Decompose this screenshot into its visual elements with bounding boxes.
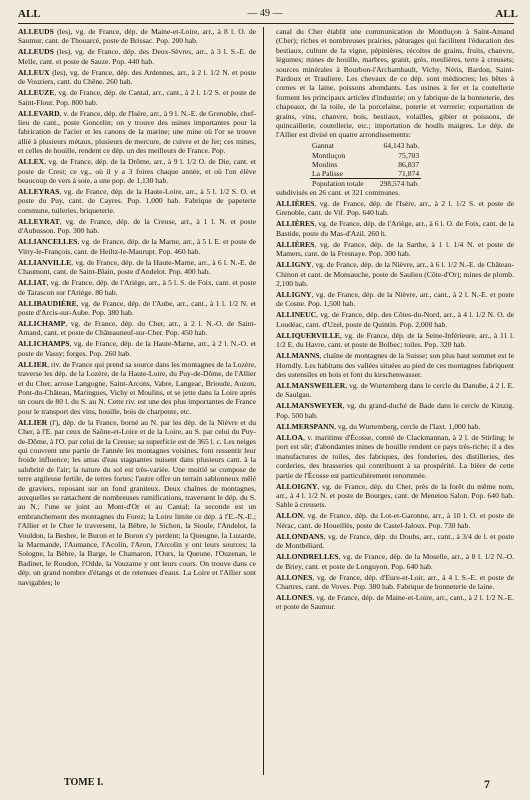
entry-text: subdivisés en 26 cant. et 321 communes. <box>276 188 401 198</box>
running-head-right: ALL <box>495 8 518 20</box>
entry-text: , vg. de France, dép. de la Nièvre, arr., cant., à 2 l. N.-E. et poste de Cosne. Pop. 1,500 hab. <box>276 290 514 309</box>
entry-text: , vg. du Wurtemberg, cercle de l'Iaxt. 1,000 hab. <box>334 421 481 431</box>
entry-headword: ALLIER <box>18 417 48 427</box>
dictionary-entry <box>18 299 256 318</box>
arrondissement-population: 86,837 <box>398 159 420 169</box>
entry-headword: ALLONDANS <box>276 531 324 541</box>
entry-text: , vg. de France, dép. de Cantal, arr., cant., à 2 l. 1/2 S. et poste de Saint-Flour. Pop. 800 hab. <box>18 88 256 107</box>
dictionary-entry <box>18 258 256 277</box>
population-row <box>310 169 421 179</box>
right-column <box>276 27 514 613</box>
entry-text: canal du Cher établit une communication de Montluçon à Saint-Amand (Cher); riches et nombreuses prairies, pâturages qui facilitent l'éducation des bestiaux, culture de la vigne, pépinières, récoltes de grains, fruits, chanvre, légumes; mines de houille, marbres, granit, grès, meulières, terre à creusets; sources minérales à Bourbon-l'Archambault, Vichy, Néris, Bardon, Saint-Pardoux et Trauliere. Les chevaux de ce dép. sont médiocres; les bêtes à cornes et la laine, poissons abondants. Les usines à fer et la coutellerie forment les principaux articles d'industrie; on y fabrique de la bonneterie, des chapeaux, de la toile, de la porcelaine, poterie et verrerie; exportation de grains, vins, chanvre, bois, bestiaux, volailles, gibier et poissons, de quincaillerie, coutellerie, etc.; importation de houlls maigres. Le dép. de l'Allier est divisé en quatre arrondissements: <box>276 27 514 140</box>
entry-text: , vg. de France, dép. de la Moselle, arr., à 8 l. 1/2 N.-O. de Briey, cant. et poste de Longuyon. Pop. 640 hab. <box>276 552 514 571</box>
population-row <box>310 160 421 169</box>
entry-headword: ALLIAT <box>18 278 47 288</box>
entry-headword: ALLIÈRES <box>276 199 315 209</box>
dictionary-entry <box>18 339 256 358</box>
column-divider <box>263 27 264 775</box>
entry-headword: ALLONES <box>276 592 313 602</box>
dictionary-entry <box>276 593 514 612</box>
entry-text: , riv. de France qui prend sa source dans les montagnes de la Lozère, traverse les dép. de la Lozère, de la Haute-Loire, du Puy-de-Dôme, de l'Allier et du Cher, arrose Langogne, Saint-Arcons, Vabre, Langeac, Brioude, Auzon, Pont-du-Château, Maringues, Vichy et Moulins, et se jette dans la Loire après un cours de 80 l. du S. au N. Cette riv. est une des plus importantes de France pour le transport des vins, houille, bois de charpente, etc. <box>18 359 256 416</box>
page-number: — 49 — <box>247 8 283 19</box>
running-head-left: ALL <box>18 8 41 20</box>
entry-text: , vg. de France, dép. de l'Ariège, arr., à 5 l. S. de Foix, cant. et poste de Tarascon sur l'Ariège. 80 hab. <box>18 278 256 297</box>
entry-text: , vg. du grand-duché de Bade dans le cercle de Kinzig. Pop. 500 hab. <box>276 401 514 420</box>
dictionary-entry <box>276 351 514 379</box>
entry-headword: ALLIGNY <box>276 290 312 300</box>
dictionary-entry <box>18 27 256 46</box>
entry-headword: ALLONES <box>276 572 313 582</box>
population-row <box>310 151 421 160</box>
entry-headword: ALLEUX <box>18 67 50 77</box>
dictionary-entry <box>276 573 514 592</box>
entry-headword: ALLIANVILLE <box>18 257 72 267</box>
entry-text: , vg. de France, dép. de la Haute-Marne, arr., à 6 l. N.-E. de Chaumont, cant. de Saint-Blain, poste d'Andelot. Pop. 400 hab. <box>18 257 256 277</box>
entry-text: , chaîne de montagnes de la Suisse; son plus haut sommet est le Horndly. Les habitans des vallées situées au pied de ces montagnes fabriquent des ustensiles en bois et font du kirschenwasser. <box>276 351 514 380</box>
dictionary-entry <box>18 418 256 587</box>
dictionary-entry <box>276 482 514 510</box>
entry-text: , vg. de France, dép. du Doubs, arr., cant., à 3/4 de l. et poste de Montbéliard. <box>276 531 514 551</box>
entry-headword: ALLMANSWEYER <box>276 401 343 411</box>
dictionary-entry <box>276 240 514 259</box>
population-table <box>310 141 421 188</box>
entry-headword: ALLIBAUDIÈRE <box>18 298 77 308</box>
dictionary-entry <box>18 237 256 256</box>
dictionary-entry <box>276 290 514 309</box>
arrondissement-name: Montluçon <box>312 150 346 160</box>
entry-headword: ALLON <box>276 511 304 521</box>
entry-text: (les), vg. de France, dép. des Deux-Sèvres, arr., à 3 l. S.-E. de Melle, cant. et poste de Sauze. Pop. 440 hab. <box>18 47 256 66</box>
entry-headword: ALLEX <box>18 157 45 167</box>
arrondissement-population: 71,874 <box>398 168 420 178</box>
entry-headword: ALLICHAMP <box>18 318 66 328</box>
entry-headword: ALLEUDS <box>18 47 54 57</box>
entry-headword: ALLOIGNY <box>276 481 318 491</box>
dictionary-entry <box>276 552 514 571</box>
entry-text: (les), vg. de France, dép. de Maine-et-Loire, arr., à 8 l. O. de Saumur, cant. de Thouarcé, poste de Brissac. Pop. 200 hab. <box>18 27 256 46</box>
entry-text: , vg. de France, dép. du Cher, arr., à 2 l. N.-O. de Saint-Amand, cant. et poste de Châteauneuf-sur-Cher. Pop. 450 hab. <box>18 318 256 338</box>
entry-headword: ALLMERSPANN <box>276 421 335 431</box>
entry-headword: ALLMANSWEILER <box>276 381 346 391</box>
entry-headword: ALLONDRELLES <box>276 552 339 562</box>
population-total-value: 298,574 hab. <box>366 178 421 188</box>
dictionary-entry <box>276 310 514 329</box>
entry-text: , vg. de France, dép. d'Eure-et-Loir, arr., à 4 l. S.-E. et poste de Chartres, cant. de Voves. Pop. 380 hab. Fabrique de bonneterie de laine. <box>276 572 514 591</box>
entry-headword: ALLEYRAT <box>18 216 60 226</box>
entry-headword: ALLEUZE <box>18 88 55 98</box>
entry-text: , v. maritime d'Écosse, comté de Clackmannan, à 2 l. de Stirling; le port est sûr; d'abondantes mines de houille rendent ce pays très-riche; il a des manufactures de toiles, des fabriques, des fonderies, des distilleries, des corderies, des brasseries qui contribuent à sa prospérité. La bière de cette partie de l'Écosse est particulièrement renommée. <box>276 432 514 480</box>
population-total-row <box>310 178 421 188</box>
dictionary-entry <box>276 401 514 420</box>
dictionary-entry <box>276 422 514 431</box>
entry-headword: ALLIÈRES <box>276 239 315 249</box>
entry-text: , vg. de Wurtemberg dans le cercle du Danube, à 2 l. E. de Saulgau. <box>276 381 514 400</box>
dictionary-entry <box>276 219 514 238</box>
dictionary-entry <box>18 360 256 416</box>
entry-headword: ALLOA <box>276 432 304 442</box>
entry-text: , v. de France, dép. de l'Isère, arr., à 9 l. N.-E. de Grenoble, chef-lieu de cant., poste Goncelin; on y trouve des usines importantes pour la fabrication de l'acier et les canons de la marine; une mine où l'or se trouve allié à plusieurs métaux, plusieurs de mercure, de cuivre et de fer; ces mines, et celles de houille, rendent ce dép. un des meilleurs de France. Pop. <box>18 108 256 156</box>
dictionary-entry <box>276 188 514 197</box>
dictionary-entry <box>276 199 514 218</box>
dictionary-entry <box>276 260 514 288</box>
entry-text: , vg. de France, dép. de l'Aube, arr., cant., à 1 l. 1/2 N. et poste d'Arcis-sur-Aube. Pop. 380 hab. <box>18 298 256 317</box>
entry-headword: ALLEUDS <box>18 27 54 36</box>
dictionary-entry <box>276 381 514 400</box>
dictionary-entry <box>18 109 256 156</box>
arrondissement-name: La Palisse <box>312 168 344 178</box>
entry-headword: ALLIGNY <box>276 260 312 270</box>
entry-text: , vg. de France, dép. de la Haute-Marne, arr., à 2 l. N.-O. et poste de Vassy; forges. Pop. 260 hab. <box>18 339 256 358</box>
header-rule <box>18 23 514 24</box>
entry-text: , vg. de France, dép. de la Nièvre, arr., à 6 l. 1/2 N.-E. de Château-Chinon et cant. de Monsauche, poste de Saulieu (Côte-d'Or); mines de plomb. 2,100 hab. <box>276 260 514 289</box>
dictionary-entry <box>18 278 256 297</box>
population-row <box>310 141 421 150</box>
entry-text: , vg. de France, dép. de la Sarthe, à 1 l. 1/4 N. et poste de Mamers, cant. de la Fresnaye. Pop. 300 hab. <box>276 239 514 259</box>
dictionary-entry <box>18 217 256 236</box>
arrondissement-name: Gannat <box>312 141 334 151</box>
dictionary-entry <box>276 433 514 480</box>
dictionary-entry <box>276 532 514 551</box>
dictionary-entry <box>18 187 256 215</box>
entry-text: , vg. de France, dép. de l'Isère, arr., à 2 l. 1/2 S. et poste de Grenoble, cant. de Vif. Pop. 640 hab. <box>276 199 514 218</box>
arrondissement-population: 75,703 <box>398 150 420 160</box>
entry-headword: ALLINEUC <box>276 310 317 320</box>
entry-headword: ALLEYRAS <box>18 187 60 197</box>
dictionary-entry <box>18 319 256 338</box>
entry-text: , vg. de France, dép. de la Marne, arr., à 5 l. E. et poste de Vitry-le-François, cant. de Heiltz-le-Maurupt. Pop. 460 hab. <box>18 237 256 256</box>
entry-text: (l'), dép. de la France, borné au N. par les dép. de la Nièvre et du Cher, à l'E. par ceux de Saône-et-Loire et de la Loire, au S. par celui du Puy-de-Dôme, à l'O. par celui de la Creuse; sa superficie est de 365 l. c. Les neiges qui couvrent une partie de l'année les montagnes voisines, font ressentir leur froide influence; les amas d'eau stagnantes nuisent dans plusieurs cant. à la salubrité de l'air; la nature du sol est très-variée. Une moitié se compose de terre argileuse fertile, de terres fortes; l'autre offre un terrain sablonneux mêlé de graviers, reposant sur un fond graniteux. Deux chaînes de montagnes, auxquelles se rattachent de nombreuses ramifications, traversent le dép. du S. au N.; l'une se joint au Mont-d'Or et au Cantal; la seconde est un embranchement des montagnes du Forez; la Loire limite ce dép. à l'E.-N.-E.; l'Allier et le Cher le traversent, la Bèbre, le Sichon, la Sioule, l'Andelot, la Vouldon, la Besbre, le Buron et le Boron s'y perdent; la Queugne, la Luzarde, la Marmande, l'Aumance, l'Acolin, l'Aron, l'Arcolin y ont leurs sources; la Sologne, la Bèbre, la Barge, le Chamaron, l'Ours, la Queune, l'Ouzenan, le Badinet, le Roudon, l'Odde, la Vouzame y ont leurs cours. On trouve dans ce dép. un grand nombre d'étangs et de retenues d'eaux. La Loire et l'Allier sont navigables; le <box>18 417 256 587</box>
entry-headword: ALLIER <box>18 359 48 369</box>
entry-text: , vg. de France, dép. de la Creuse, arr., à 1 l. N. et poste d'Aubusson. Pop. 300 hab. <box>18 216 256 236</box>
arrondissement-name: Moulins <box>312 159 338 169</box>
left-column <box>18 27 256 589</box>
entry-text: (les), vg. de France, dép. des Ardennes, arr., à 2 l. 1/2 N. et poste de Vouziers, cant. du Chêne. 260 hab. <box>18 67 256 87</box>
dictionary-entry <box>18 68 256 87</box>
dictionary-entry <box>18 88 256 107</box>
volume-label: TOME I. <box>64 777 104 788</box>
entry-text: , vg. de France, dép. de la Seine-Inférieure, arr., à 11 l. 1/2 E. du Havre, cant. et poste de Bolbec; toiles. Pop. 320 hab. <box>276 330 514 350</box>
entry-text: , vg. de France, dép. de Maine-et-Loire, arr., cant., à 2 l. 1/2 N.-E. et poste de Saumur. <box>276 592 514 612</box>
dictionary-entry <box>276 27 514 140</box>
entry-headword: ALLICHAMPS <box>18 339 70 349</box>
dictionary-entry <box>18 157 256 185</box>
entry-text: , vg. de France, dép. des Côtes-du-Nord, arr., à 4 l. 1/2 N. O. de Loudéac, cant. d'Uzel, poste de Quintin. Pop. 2,000 hab. <box>276 310 514 329</box>
dictionary-entry <box>276 511 514 530</box>
entry-headword: ALLEVARD <box>18 108 60 118</box>
signature-mark: 7 <box>484 777 490 791</box>
entry-text: , vg. de France, dép. de la Drôme, arr., à 9 l. 1/2 O. de Die, cant. et poste de Crest; ce vg., où il y a 3 foires chaque année, et où l'on élève beaucoup de vers à soie, a une pop. de 1,130 hab. <box>18 157 256 186</box>
population-total-label: Population totale <box>312 178 364 188</box>
arrondissement-population: 64,143 hab. <box>383 141 420 151</box>
entry-headword: ALLIANCELLES <box>18 237 78 247</box>
entry-headword: ALLMANNS <box>276 351 320 361</box>
entry-text: , vg. de France, dép. de l'Ariège, arr., à 6 l. O. de Foix, cant. de la Bastide, poste du Mas-d'Azil. 260 h. <box>276 219 514 238</box>
entry-headword: ALLIÈRES <box>276 219 315 229</box>
dictionary-entry <box>276 331 514 350</box>
dictionary-entry <box>18 47 256 66</box>
entry-headword: ALLIQUERVILLE <box>276 330 340 340</box>
entry-text: , vg. de France, dép. du Lot-et-Garonne, arr., à 10 l. O. et poste de Nérac, cant. de Houeillès, poste de Castel-Jaloux. Pop. 730 hab. <box>276 511 514 530</box>
entry-text: , vg. de France, dép. du Cher, près de la forêt du même nom, arr., à 4 l. 1/2 N. et poste de Bourges, cant. de Menetou Salon. Pop. 640 hab. Sable à creusets. <box>276 481 514 510</box>
entry-text: , vg. de France, dép. de la Haute-Loire, arr., à 5 l. 1/2 S. O. et poste du Puy, cant. de Cayres. Pop. 1,000 hab. Fabrique de papeterie commune, tuileries, briqueterie. <box>18 187 256 215</box>
